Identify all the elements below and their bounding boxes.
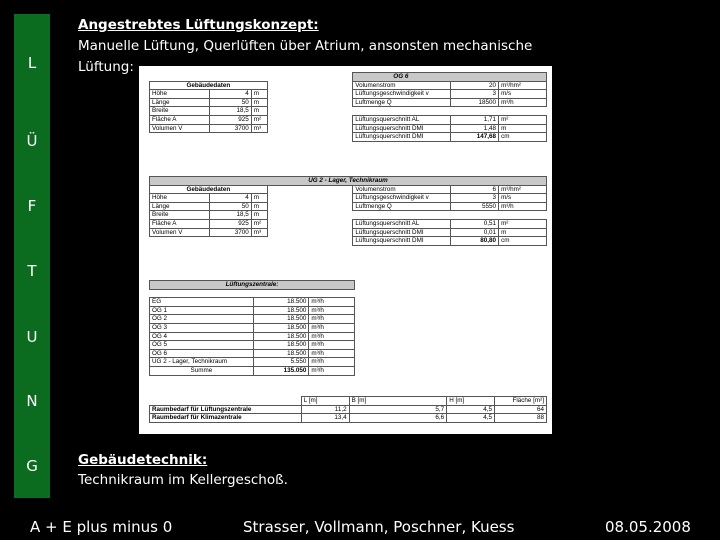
table-cell: 5550: [451, 202, 499, 211]
table-cell: Lüftungsquerschnitt AL: [353, 115, 451, 124]
table-cell: Volumenstrom: [353, 185, 451, 194]
table-cell: 18,5: [209, 211, 251, 220]
table-cell: 5,7: [349, 405, 447, 414]
table-cell: Volumenstrom: [353, 81, 451, 90]
sidebar-letter: G: [26, 457, 38, 475]
table-cell: 18.500: [253, 315, 309, 324]
footer-date: 08.05.2008: [605, 518, 691, 536]
sidebar-bar: [14, 14, 50, 498]
table-cell: m³/h: [309, 306, 355, 315]
heading-line: Manuelle Lüftung, Querlüften über Atrium, ansonsten mechanische: [78, 38, 533, 54]
table-cell: Lüftungsquerschnitt DMI: [353, 228, 451, 237]
table-cell: 6: [451, 185, 499, 194]
table-cell: m³/h: [309, 298, 355, 307]
table-cell: 3: [451, 90, 499, 99]
table-cell: Fläche A: [150, 219, 210, 228]
table-cell: m²: [251, 219, 267, 228]
sidebar-letter: U: [26, 328, 38, 346]
table-cell: m: [499, 124, 547, 133]
table-cell: m³/hm²: [499, 81, 547, 90]
zentrale-sum-unit: m³/h: [309, 366, 355, 375]
table-cell: m: [251, 194, 267, 203]
table-cell: Fläche A: [150, 115, 210, 124]
table-cell: 20: [451, 81, 499, 90]
zentrale-title: Lüftungszentrale:: [150, 281, 355, 290]
heading-title: Angestrebtes Lüftungskonzept:: [78, 17, 319, 33]
table-cell: 50: [209, 98, 251, 107]
table-cell: m³/h: [309, 358, 355, 367]
table-cell: m/s: [499, 90, 547, 99]
table-cell: m³/h: [309, 341, 355, 350]
table-cell: m/s: [499, 194, 547, 203]
table-cell: Länge: [150, 98, 210, 107]
table-cell: m³/hm²: [499, 185, 547, 194]
table-cell: Volumen V: [150, 124, 210, 133]
table-cell: Raumbedarf für Lüftungszentrale: [150, 405, 302, 414]
table-cell: 925: [209, 219, 251, 228]
table-cell: m³: [251, 124, 267, 133]
table-cell: Raumbedarf für Klimazentrale: [150, 414, 302, 423]
table-cell: m³: [251, 228, 267, 237]
raumbedarf-header: Fläche [m²]: [495, 397, 547, 406]
sidebar-letter: L: [27, 54, 37, 72]
table-cell: Luftmenge Q: [353, 98, 451, 107]
heading-line: Lüftung:: [78, 59, 134, 75]
spreadsheet-image: [139, 66, 552, 434]
table-cell: 4: [209, 194, 251, 203]
table-cell: m³/h: [309, 315, 355, 324]
og6-table: [149, 72, 547, 142]
table-cell: 18.500: [253, 306, 309, 315]
table-cell: Breite: [150, 107, 210, 116]
table-cell: m²: [499, 219, 547, 228]
note-text: Technikraum im Kellergeschoß.: [78, 472, 288, 488]
table-cell: 18.500: [253, 341, 309, 350]
table-cell: 147,68: [451, 133, 499, 142]
table-cell: m: [251, 90, 267, 99]
raumbedarf-header: L [m]: [301, 397, 349, 406]
table-cell: Lüftungsquerschnitt AL: [353, 219, 451, 228]
table-cell: 18,5: [209, 107, 251, 116]
table-cell: Breite: [150, 211, 210, 220]
table-cell: OG 5: [150, 341, 254, 350]
table-cell: OG 1: [150, 306, 254, 315]
table-cell: cm: [499, 133, 547, 142]
table-cell: 50: [209, 202, 251, 211]
table-cell: 3700: [209, 124, 251, 133]
sidebar-letter: N: [26, 392, 38, 410]
table-cell: 4,5: [447, 414, 495, 423]
table-cell: 3700: [209, 228, 251, 237]
table-cell: m²: [499, 115, 547, 124]
table-cell: OG 6: [150, 349, 254, 358]
table-cell: 925: [209, 115, 251, 124]
table-cell: Lüftungsgeschwindigkeit v: [353, 194, 451, 203]
table-cell: 1,48: [451, 124, 499, 133]
table-cell: m: [251, 98, 267, 107]
sidebar-letter: F: [27, 197, 37, 215]
table-cell: 4,5: [447, 405, 495, 414]
table-cell: Luftmenge Q: [353, 202, 451, 211]
table-cell: 18.500: [253, 332, 309, 341]
raumbedarf-header: B [m]: [349, 397, 447, 406]
table-cell: 5.550: [253, 358, 309, 367]
table-cell: m³/h: [309, 349, 355, 358]
table-cell: Höhe: [150, 90, 210, 99]
sidebar-letter: T: [27, 262, 37, 280]
table-cell: OG 2: [150, 315, 254, 324]
table-cell: 11,2: [301, 405, 349, 414]
table-cell: m: [251, 107, 267, 116]
table-cell: 18500: [451, 98, 499, 107]
table-cell: m: [251, 211, 267, 220]
table-cell: 6,6: [349, 414, 447, 423]
table-cell: Lüftungsquerschnitt DMI: [353, 237, 451, 246]
table-cell: UG 2 - Lager, Technikraum: [150, 358, 254, 367]
ug2-title: UG 2 - Lager, Technikraum: [150, 177, 547, 186]
table-cell: 18.500: [253, 349, 309, 358]
table-cell: Lüftungsquerschnitt DMI: [353, 133, 451, 142]
table-cell: Höhe: [150, 194, 210, 203]
table-cell: 18.500: [253, 323, 309, 332]
note-title: Gebäudetechnik:: [78, 452, 208, 468]
table-cell: m: [251, 202, 267, 211]
table-cell: 3: [451, 194, 499, 203]
zentrale-sum-label: Summe: [150, 366, 254, 375]
raumbedarf-header: H [m]: [447, 397, 495, 406]
table-cell: m³/h: [499, 202, 547, 211]
table-cell: Lüftungsquerschnitt DMI: [353, 124, 451, 133]
table-cell: m²: [251, 115, 267, 124]
table-cell: Länge: [150, 202, 210, 211]
zentrale-table: [149, 280, 355, 376]
table-cell: m³/h: [309, 323, 355, 332]
table-cell: EG: [150, 298, 254, 307]
table-cell: Volumen V: [150, 228, 210, 237]
table-cell: 0,01: [451, 228, 499, 237]
table-cell: Lüftungsgeschwindigkeit v: [353, 90, 451, 99]
table-cell: 18.500: [253, 298, 309, 307]
table-cell: 88: [495, 414, 547, 423]
table-cell: OG 4: [150, 332, 254, 341]
ug2-gebaeude-header: Gebäudedaten: [150, 185, 268, 194]
table-cell: m: [499, 228, 547, 237]
ug2-table: [149, 176, 547, 246]
table-cell: 80,80: [451, 237, 499, 246]
table-cell: 13,4: [301, 414, 349, 423]
table-cell: 64: [495, 405, 547, 414]
technik-note: [78, 450, 288, 490]
raumbedarf-table: [149, 396, 547, 423]
og6-gebaeude-header: Gebäudedaten: [150, 81, 268, 90]
zentrale-sum-value: 135.050: [253, 366, 309, 375]
table-cell: 1,71: [451, 115, 499, 124]
sidebar-letter: Ü: [26, 132, 38, 150]
table-cell: m³/h: [309, 332, 355, 341]
footer-center: Strasser, Vollmann, Poschner, Kuess: [243, 518, 515, 536]
og6-title: OG 6: [353, 73, 547, 82]
table-cell: OG 3: [150, 323, 254, 332]
table-cell: cm: [499, 237, 547, 246]
table-cell: 4: [209, 90, 251, 99]
table-cell: 0,51: [451, 219, 499, 228]
footer-left: A + E plus minus 0: [30, 518, 173, 536]
table-cell: m³/h: [499, 98, 547, 107]
